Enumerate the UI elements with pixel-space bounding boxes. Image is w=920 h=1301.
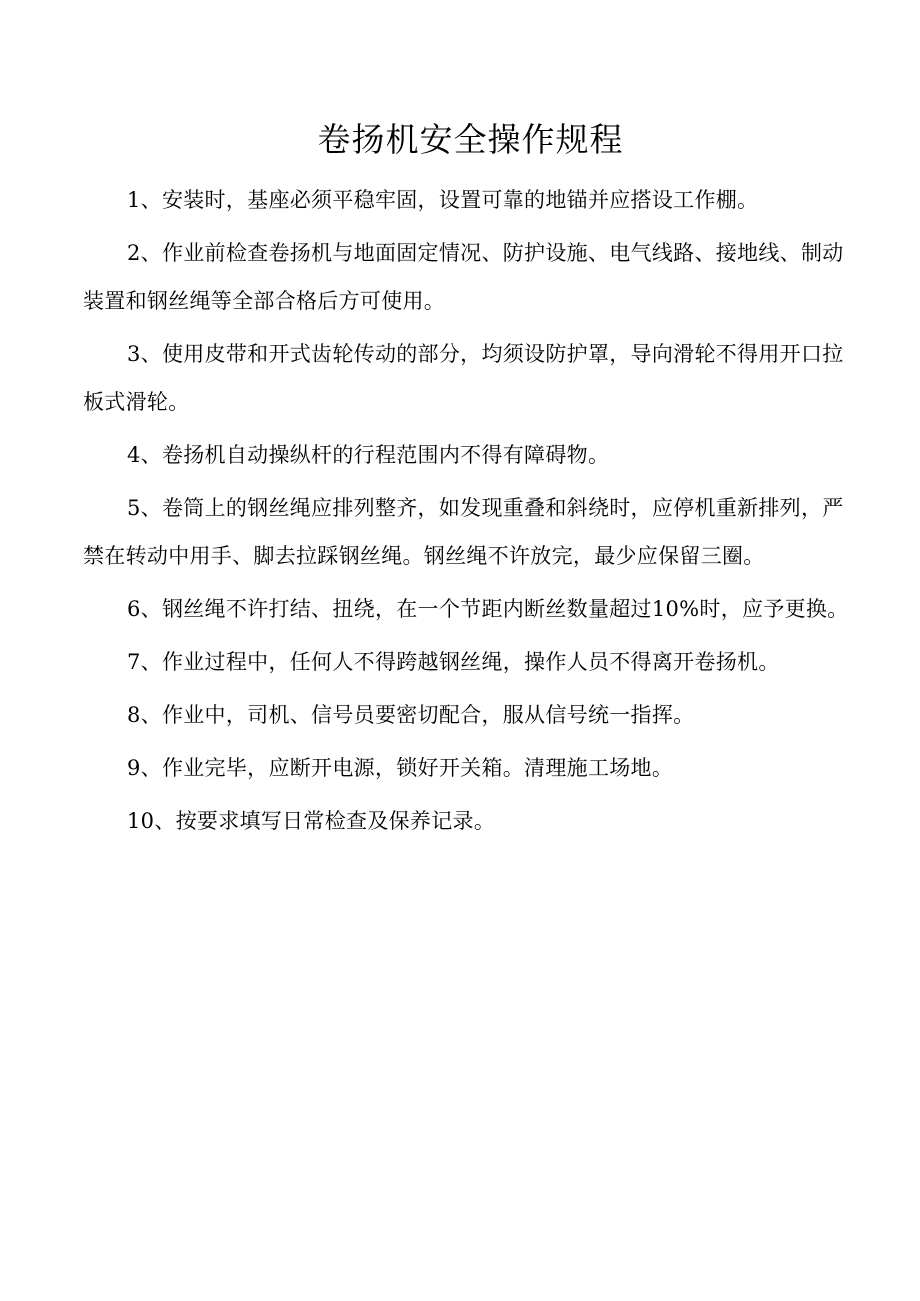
rule-item-6: 6、钢丝绳不许打结、扭绕，在一个节距内断丝数量超过10%时，应予更换。 (127, 597, 849, 621)
page-title: 卷扬机安全操作规程 (317, 120, 624, 159)
rules-list (83, 176, 858, 845)
rule-item-10: 10、按要求填写日常检查及保养记录。 (127, 809, 496, 833)
rule-item-9: 9、作业完毕，应断开电源，锁好开关箱。清理施工场地。 (127, 756, 674, 780)
rule-item-3: 3、使用皮带和开式齿轮传动的部分，均须设防护罩，导向滑轮不得用开口拉板式滑轮。 (83, 342, 844, 414)
rule-item-7: 7、作业过程中，任何人不得跨越钢丝绳，操作人员不得离开卷扬机。 (127, 650, 780, 674)
rule-item-1: 1、安装时，基座必须平稳牢固，设置可靠的地锚并应搭设工作棚。 (127, 188, 759, 212)
rule-item-8: 8、作业中，司机、信号员要密切配合，服从信号统一指挥。 (127, 703, 695, 727)
rule-item-5: 5、卷筒上的钢丝绳应排列整齐，如发现重叠和斜绕时，应停机重新排列，严禁在转动中用手、脚去拉踩钢丝绳。钢丝绳不许放完，最少应保留三圈。 (83, 496, 844, 568)
rule-item-4: 4、卷扬机自动操纵杆的行程范围内不得有障碍物。 (127, 443, 610, 467)
rule-item-2: 2、作业前检查卷扬机与地面固定情况、防护设施、电气线路、接地线、制动装置和钢丝绳等全部合格后方可使用。 (83, 241, 844, 313)
